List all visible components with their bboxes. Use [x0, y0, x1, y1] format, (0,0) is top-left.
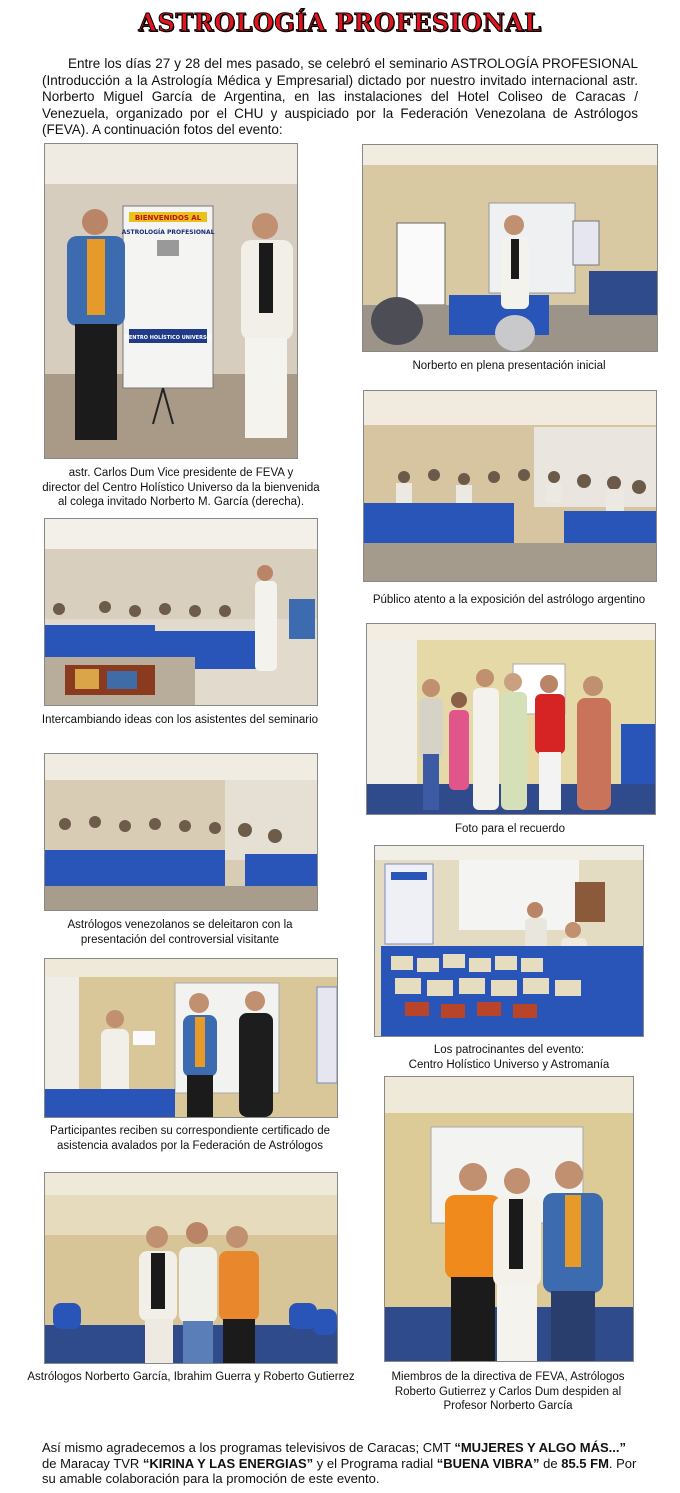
- closing-paragraph: Así mismo agradecemos a los programas televisivos de Caracas; CMT “MUJERES Y ALGO MÁS...” de Maracay TVR “KIRINA Y LAS ENERGIAS” y el Programa radial “BUENA VIBRA” de 85.5 FM. Por su amable colaboración para la promoción de este evento.: [42, 1440, 637, 1486]
- photo-three-astrologers: [44, 1172, 338, 1364]
- photo-presentation: [362, 144, 658, 352]
- banner-line1: BIENVENIDOS AL: [134, 214, 202, 222]
- photo-welcome: [44, 143, 298, 459]
- caption-astrologers-audience: Astrólogos venezolanos se deleitaron con la presentación del controversial visitante: [67, 919, 293, 946]
- photo-certificates: [44, 958, 338, 1118]
- photo-audience: [363, 390, 657, 582]
- photo-sponsors: [374, 845, 644, 1037]
- photo-remembrance: [366, 623, 656, 815]
- caption-three-astrologers: Astrólogos Norberto García, Ibrahim Guerra y Roberto Gutierrez: [27, 1371, 355, 1383]
- program-buena-vibra: “BUENA VIBRA”: [436, 1455, 540, 1471]
- radio-frequency: 85.5 FM: [561, 1455, 609, 1471]
- caption-exchange: Intercambiando ideas con los asistentes del seminario: [41, 714, 319, 726]
- photo-astrologers-audience: [44, 753, 318, 911]
- caption-presentation: Norberto en plena presentación inicial: [412, 360, 606, 372]
- program-kirina: “KIRINA Y LAS ENERGIAS”: [142, 1455, 314, 1471]
- intro-paragraph: Entre los días 27 y 28 del mes pasado, se celebró el seminario ASTROLOGÍA PROFESIONAL (Introducción a la Astrología Médica y Empresarial) dictado por nuestro invitado internacional astr. Norberto Miguel García de Argentina, en las instalaciones del Hotel Coliseo de Caracas / Venezuela, organizado por el CHU y auspiciado por la Federación Venezolana de Astrólogos (FEVA). A continuación fotos del evento:: [42, 56, 638, 137]
- photo-exchange: [44, 518, 318, 706]
- program-mujeres: “MUJERES Y ALGO MÁS...”: [454, 1440, 626, 1455]
- caption-remembrance: Foto para el recuerdo: [455, 823, 565, 835]
- caption-sponsors: Los patrocinantes del evento: Centro Holístico Universo y Astromanía: [408, 1044, 610, 1071]
- caption-certificates: Participantes reciben su correspondiente certificado de asistencia avalados por la Federación de Astrólogos: [50, 1125, 330, 1152]
- caption-audience: Público atento a la exposición del astrólogo argentino: [372, 594, 646, 606]
- banner-line2: ASTROLOGÍA PROFESIONAL: [121, 229, 215, 236]
- photo-farewell: [384, 1076, 634, 1362]
- banner-footer: CENTRO HOLÍSTICO UNIVERSO: [125, 335, 211, 341]
- page-title: ASTROLOGÍA PROFESIONAL: [138, 8, 542, 37]
- caption-welcome: astr. Carlos Dum Vice presidente de FEVA y director del Centro Holístico Universo da la bienvenida al colega invitado Norberto M. García (derecha).: [42, 467, 320, 508]
- caption-farewell: Miembros de la directiva de FEVA, Astrólogos Roberto Gutierrez y Carlos Dum despiden al Profesor Norberto García: [391, 1371, 625, 1412]
